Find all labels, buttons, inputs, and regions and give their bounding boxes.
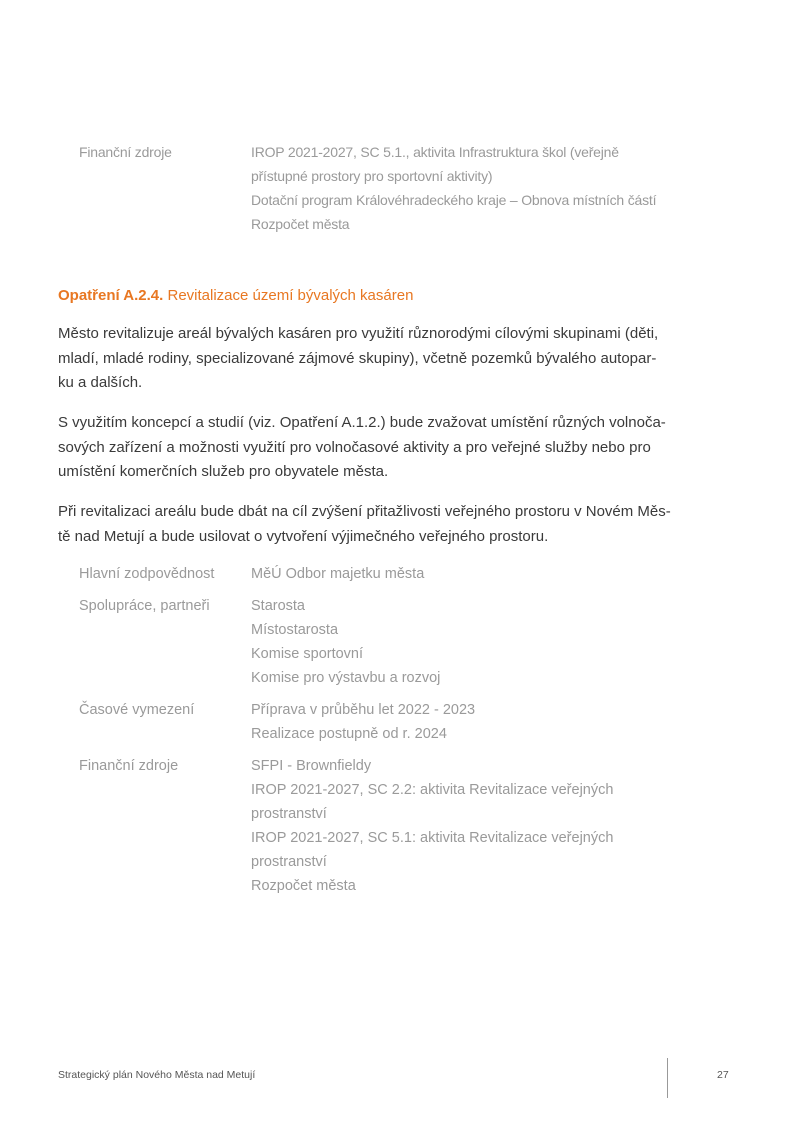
row-label: Časové vymezení [79, 702, 195, 718]
row-value: SFPI - Brownfieldy [251, 758, 372, 774]
paragraph [58, 322, 678, 396]
table-row [79, 754, 699, 898]
row-value: Místostarosta [251, 622, 339, 638]
table-row [79, 594, 699, 690]
row-value: IROP 2021-2027, SC 2.2: aktivita Revitalizace veřejných [251, 782, 614, 798]
page-number: 27 [717, 1069, 729, 1081]
table-row [79, 562, 699, 586]
paragraph-line: mladí, mladé rodiny, specializované zájmové skupiny), včetně pozemků bývalého autopar- [58, 349, 657, 367]
row-value: prostranství [251, 854, 327, 870]
row-label: Hlavní zodpovědnost [79, 566, 215, 582]
paragraph-line: tě nad Metují a bude usilovat o vytvoření výjimečného veřejného prostoru. [58, 527, 549, 545]
row-value: Starosta [251, 598, 305, 614]
row-value: Rozpočet města [251, 878, 356, 894]
footer-divider [667, 1058, 668, 1098]
row-label: Finanční zdroje [79, 758, 179, 774]
paragraph-line: sových zařízení a možnosti využití pro volnočasové aktivity a pro veřejné služby nebo pro [58, 438, 651, 456]
row-value: prostranství [251, 806, 327, 822]
row-value: IROP 2021-2027, SC 5.1: aktivita Revitalizace veřejných [251, 830, 614, 846]
table-row [79, 140, 699, 236]
paragraph-line: S využitím koncepcí a studií (viz. Opatření A.1.2.) bude zvažovat umístění různých volnoča- [58, 414, 666, 431]
row-value: Rozpočet města [251, 216, 350, 232]
row-label: Finanční zdroje [79, 144, 172, 160]
row-values [251, 562, 699, 586]
row-value: MěÚ Odbor majetku města [251, 566, 425, 582]
paragraph [58, 500, 678, 549]
row-values [251, 754, 699, 898]
row-label: Spolupráce, partneři [79, 598, 210, 614]
row-values [251, 594, 699, 690]
measure-title: Revitalizace území bývalých kasáren [167, 287, 414, 304]
section-heading [58, 286, 413, 306]
row-values [251, 140, 699, 236]
paragraph-line: umístění komerčních služeb pro obyvatele města. [58, 463, 389, 480]
paragraph [58, 411, 678, 485]
funding-sources-table-top [79, 140, 699, 236]
paragraph-line: Při revitalizaci areálu bude dbát na cíl zvýšení přitažlivosti veřejného prostoru v Novém Měs- [58, 503, 671, 520]
row-value: Dotační program Královéhradeckého kraje – Obnova místních částí [251, 192, 657, 208]
row-value: Komise sportovní [251, 646, 364, 662]
row-value: Příprava v průběhu let 2022 - 2023 [251, 702, 476, 718]
row-values [251, 698, 699, 746]
measure-details-table [79, 562, 699, 898]
measure-number: Opatření A.2.4. [58, 287, 164, 304]
row-value: Realizace postupně od r. 2024 [251, 726, 447, 742]
table-row [79, 698, 699, 746]
paragraph-line: ku a dalších. [58, 374, 143, 391]
row-value: přístupné prostory pro sportovní aktivity) [251, 168, 493, 184]
row-value: Komise pro výstavbu a rozvoj [251, 670, 441, 686]
row-value: IROP 2021-2027, SC 5.1., aktivita Infrastruktura škol (veřejně [251, 144, 619, 160]
footer-document-title: Strategický plán Nového Města nad Metují [58, 1069, 256, 1081]
paragraph-line: Město revitalizuje areál bývalých kasáren pro využití různorodými cílovými skupinami (děti, [58, 325, 659, 342]
